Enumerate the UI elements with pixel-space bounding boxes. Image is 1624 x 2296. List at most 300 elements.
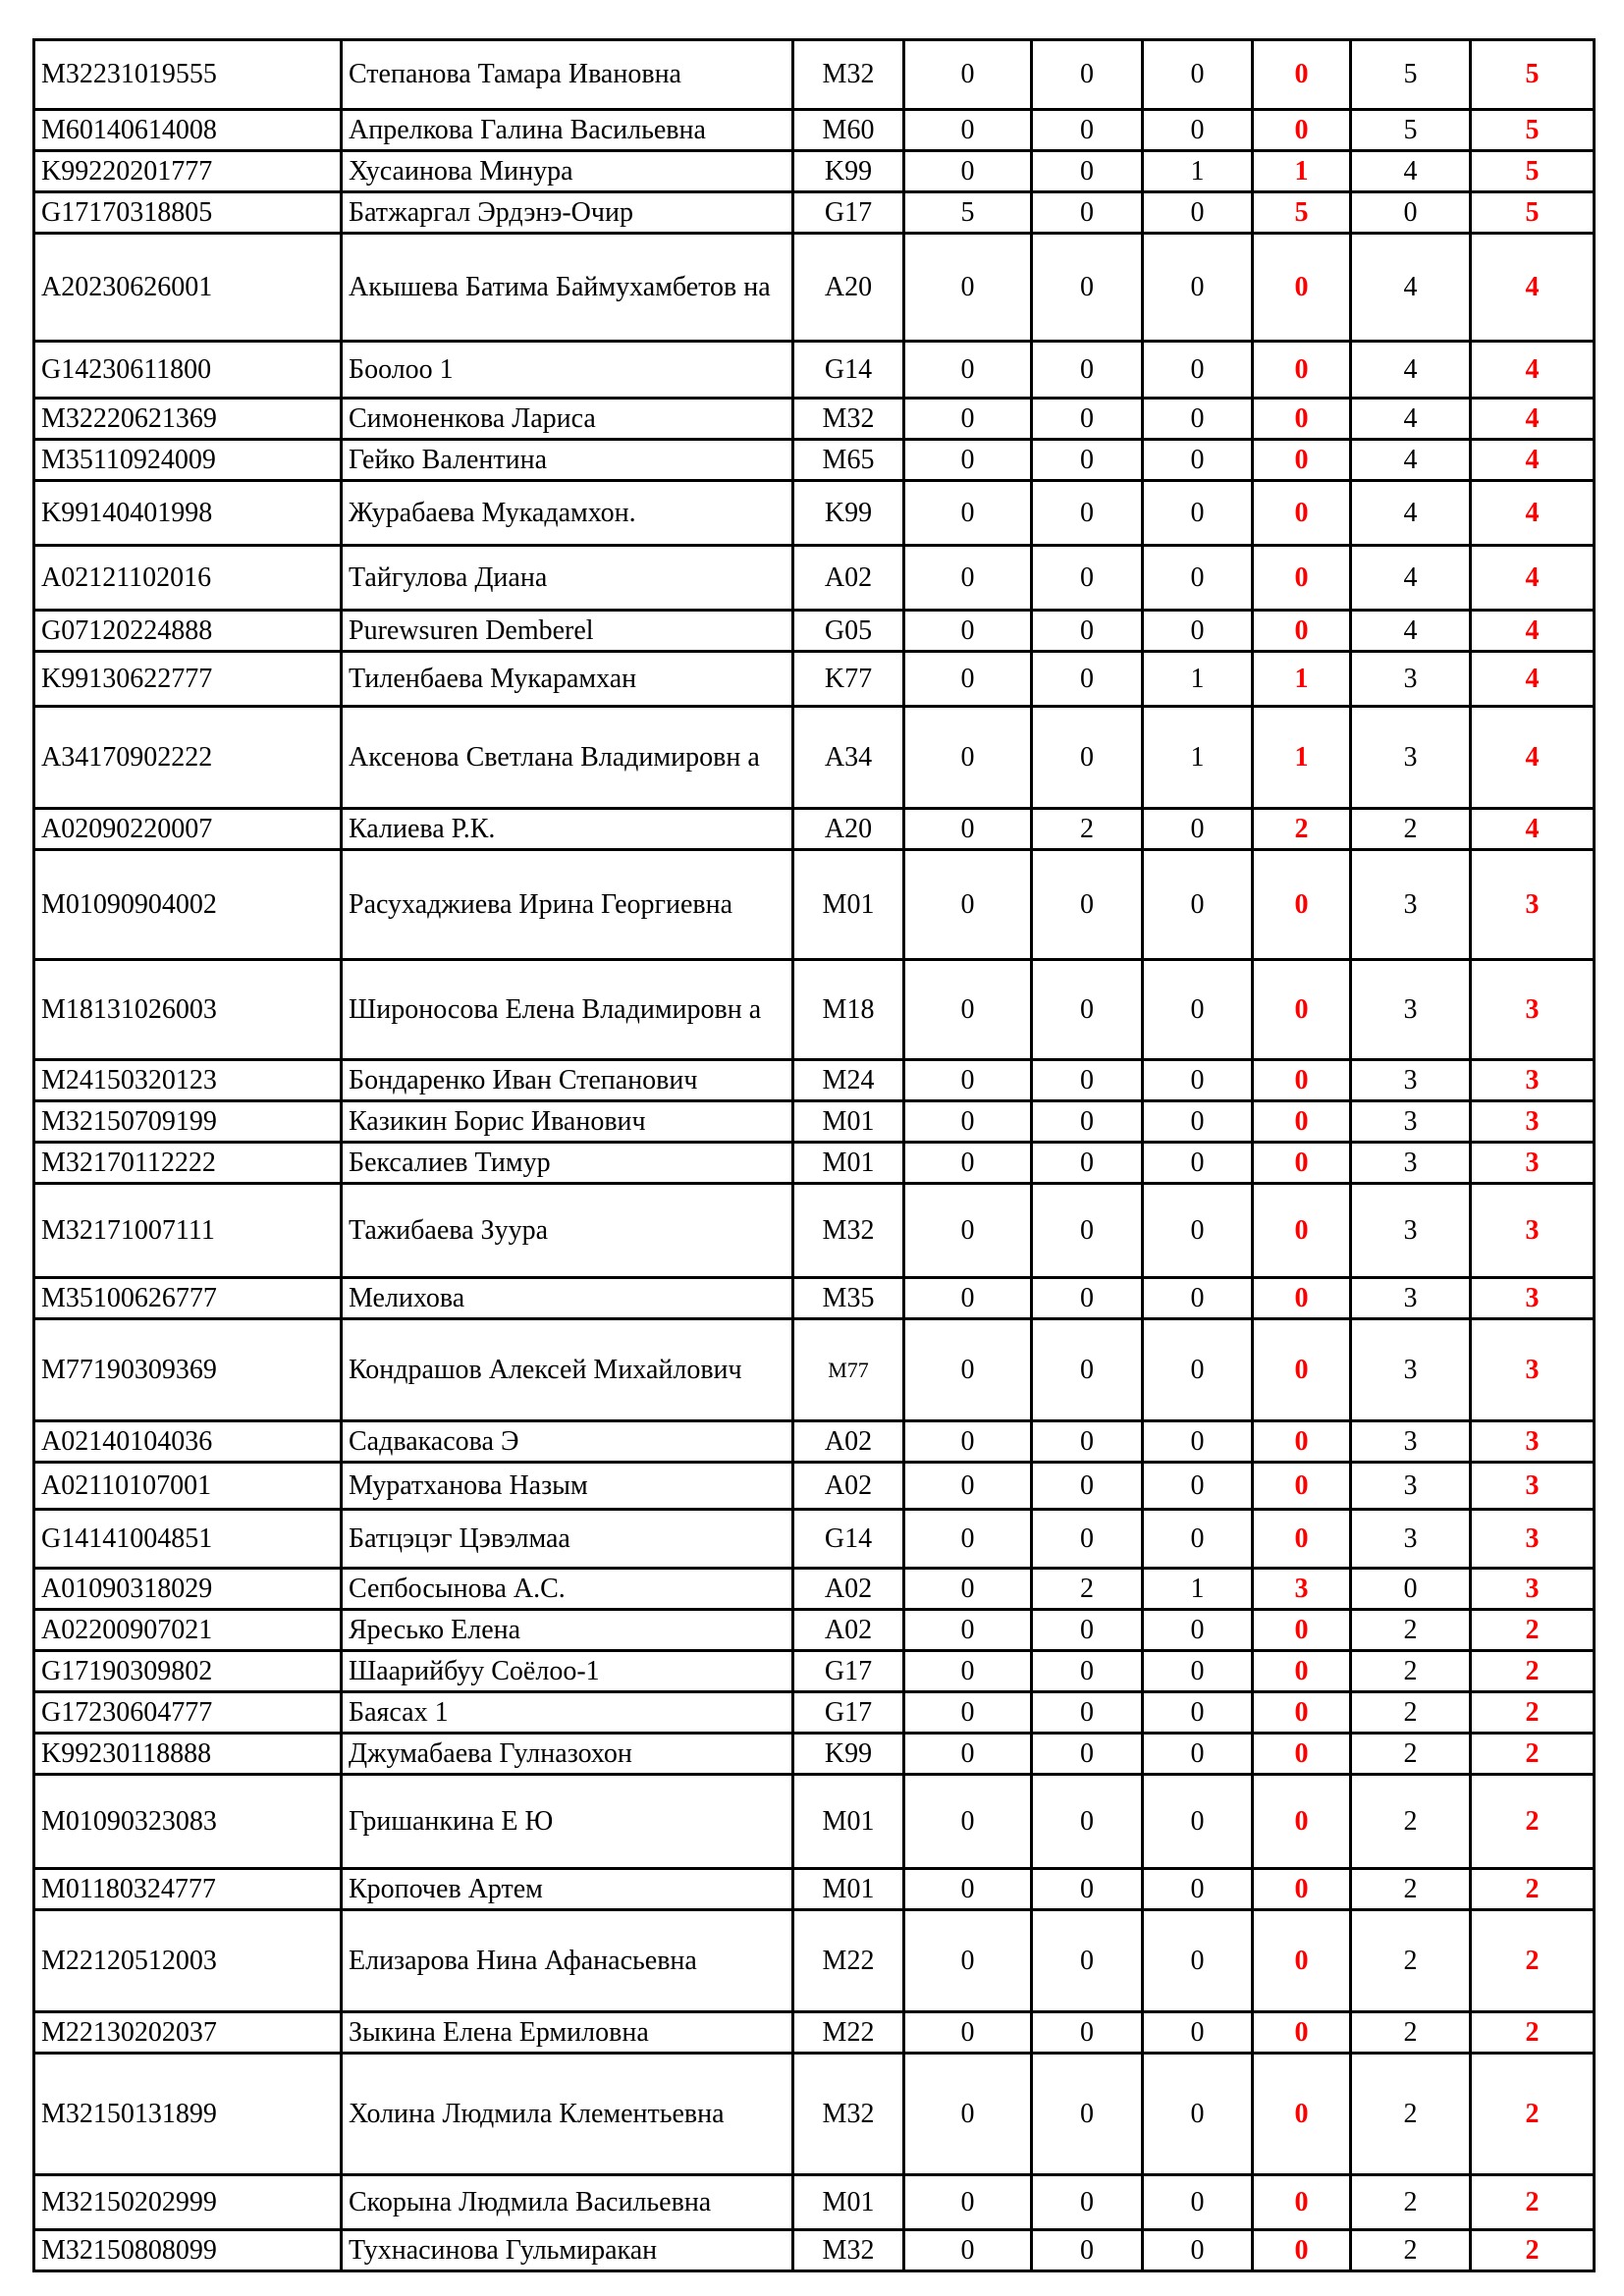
participant-name-cell: Муратханова Назым: [342, 1463, 793, 1510]
value-1-cell: 0: [904, 960, 1032, 1060]
subtotal-cell: 0: [1253, 1692, 1351, 1734]
value-1-cell: 0: [904, 40, 1032, 110]
value-1-cell: 0: [904, 1651, 1032, 1692]
table-row: [34, 192, 1595, 234]
participant-name-cell: Скорына Людмила Васильевна: [342, 2175, 793, 2230]
total-cell: 3: [1471, 1101, 1595, 1143]
value-2-cell: 0: [1032, 960, 1143, 1060]
total-cell: 4: [1471, 546, 1595, 611]
group-code-cell: M01: [793, 1869, 904, 1910]
value-1-cell: 0: [904, 546, 1032, 611]
table-row: [34, 1775, 1595, 1869]
value-4-cell: 4: [1351, 611, 1471, 652]
value-1-cell: 0: [904, 1184, 1032, 1278]
account-code-cell: G14141004851: [34, 1510, 342, 1569]
value-4-cell: 3: [1351, 1101, 1471, 1143]
value-2-cell: 0: [1032, 1651, 1143, 1692]
total-cell: 4: [1471, 342, 1595, 399]
table-row: [34, 960, 1595, 1060]
value-4-cell: 2: [1351, 2175, 1471, 2230]
participant-name-cell: Гришанкина Е Ю: [342, 1775, 793, 1869]
table-row: [34, 1869, 1595, 1910]
value-2-cell: 0: [1032, 1319, 1143, 1421]
group-code-cell: G17: [793, 1651, 904, 1692]
group-code-cell: K99: [793, 481, 904, 546]
value-4-cell: 4: [1351, 546, 1471, 611]
value-2-cell: 0: [1032, 1869, 1143, 1910]
value-2-cell: 0: [1032, 1143, 1143, 1184]
value-1-cell: 0: [904, 1692, 1032, 1734]
value-2-cell: 0: [1032, 2054, 1143, 2175]
value-1-cell: 0: [904, 2054, 1032, 2175]
group-code-cell: M24: [793, 1060, 904, 1101]
account-code-cell: K99220201777: [34, 151, 342, 192]
participant-name-cell: Журабаева Мукадамхон.: [342, 481, 793, 546]
subtotal-cell: 0: [1253, 1278, 1351, 1319]
subtotal-cell: 0: [1253, 2012, 1351, 2054]
subtotal-cell: 0: [1253, 234, 1351, 342]
account-code-cell: G17230604777: [34, 1692, 342, 1734]
value-4-cell: 2: [1351, 1651, 1471, 1692]
participant-name-cell: Хусаинова Минура: [342, 151, 793, 192]
total-cell: 3: [1471, 1421, 1595, 1463]
value-1-cell: 0: [904, 707, 1032, 809]
total-cell: 2: [1471, 1692, 1595, 1734]
value-2-cell: 0: [1032, 151, 1143, 192]
group-code-cell: M77: [793, 1319, 904, 1421]
subtotal-cell: 0: [1253, 399, 1351, 440]
value-4-cell: 3: [1351, 1184, 1471, 1278]
value-2-cell: 0: [1032, 342, 1143, 399]
value-2-cell: 0: [1032, 1184, 1143, 1278]
value-2-cell: 0: [1032, 1101, 1143, 1143]
value-4-cell: 0: [1351, 1569, 1471, 1610]
total-cell: 3: [1471, 850, 1595, 960]
value-4-cell: 2: [1351, 2054, 1471, 2175]
value-2-cell: 0: [1032, 850, 1143, 960]
value-3-cell: 1: [1143, 707, 1253, 809]
value-3-cell: 0: [1143, 192, 1253, 234]
participant-name-cell: Гейко Валентина: [342, 440, 793, 481]
subtotal-cell: 0: [1253, 1651, 1351, 1692]
group-code-cell: A02: [793, 1569, 904, 1610]
subtotal-cell: 0: [1253, 611, 1351, 652]
value-2-cell: 0: [1032, 440, 1143, 481]
subtotal-cell: 0: [1253, 342, 1351, 399]
value-1-cell: 0: [904, 1101, 1032, 1143]
participant-name-cell: Казикин Борис Иванович: [342, 1101, 793, 1143]
table-row: [34, 1278, 1595, 1319]
group-code-cell: K99: [793, 1734, 904, 1775]
value-2-cell: 0: [1032, 546, 1143, 611]
subtotal-cell: 0: [1253, 1421, 1351, 1463]
value-1-cell: 0: [904, 1278, 1032, 1319]
group-code-cell: G05: [793, 611, 904, 652]
subtotal-cell: 0: [1253, 2175, 1351, 2230]
value-3-cell: 0: [1143, 850, 1253, 960]
value-4-cell: 2: [1351, 809, 1471, 850]
value-4-cell: 4: [1351, 234, 1471, 342]
subtotal-cell: 0: [1253, 1910, 1351, 2012]
account-code-cell: G17170318805: [34, 192, 342, 234]
value-4-cell: 4: [1351, 151, 1471, 192]
value-3-cell: 0: [1143, 2012, 1253, 2054]
participant-name-cell: Елизарова Нина Афанасьевна: [342, 1910, 793, 2012]
account-code-cell: M32171007111: [34, 1184, 342, 1278]
value-3-cell: 0: [1143, 1910, 1253, 2012]
value-1-cell: 0: [904, 1463, 1032, 1510]
group-code-cell: G17: [793, 1692, 904, 1734]
value-2-cell: 0: [1032, 1278, 1143, 1319]
group-code-cell: G17: [793, 192, 904, 234]
subtotal-cell: 0: [1253, 1734, 1351, 1775]
account-code-cell: M32170112222: [34, 1143, 342, 1184]
value-4-cell: 3: [1351, 1278, 1471, 1319]
account-code-cell: G17190309802: [34, 1651, 342, 1692]
table-row: [34, 1510, 1595, 1569]
table-row: [34, 2175, 1595, 2230]
value-1-cell: 0: [904, 110, 1032, 151]
participant-name-cell: Мелихова: [342, 1278, 793, 1319]
value-1-cell: 0: [904, 2012, 1032, 2054]
participant-name-cell: Кропочев Артем: [342, 1869, 793, 1910]
group-code-cell: A02: [793, 546, 904, 611]
value-3-cell: 0: [1143, 1734, 1253, 1775]
value-4-cell: 3: [1351, 960, 1471, 1060]
value-4-cell: 3: [1351, 1510, 1471, 1569]
table-row: [34, 2012, 1595, 2054]
value-3-cell: 1: [1143, 1569, 1253, 1610]
value-1-cell: 0: [904, 1734, 1032, 1775]
group-code-cell: M01: [793, 1775, 904, 1869]
table-row: [34, 809, 1595, 850]
table-row: [34, 110, 1595, 151]
value-2-cell: 0: [1032, 234, 1143, 342]
value-1-cell: 0: [904, 1869, 1032, 1910]
participant-name-cell: Джумабаева Гулназохон: [342, 1734, 793, 1775]
participant-name-cell: Батцэцэг Цэвэлмаа: [342, 1510, 793, 1569]
value-4-cell: 3: [1351, 707, 1471, 809]
subtotal-cell: 0: [1253, 40, 1351, 110]
value-4-cell: 4: [1351, 440, 1471, 481]
table-row: [34, 234, 1595, 342]
value-4-cell: 0: [1351, 192, 1471, 234]
value-1-cell: 0: [904, 440, 1032, 481]
account-code-cell: M77190309369: [34, 1319, 342, 1421]
account-code-cell: A34170902222: [34, 707, 342, 809]
account-code-cell: M32231019555: [34, 40, 342, 110]
account-code-cell: M35100626777: [34, 1278, 342, 1319]
total-cell: 4: [1471, 611, 1595, 652]
value-3-cell: 0: [1143, 809, 1253, 850]
subtotal-cell: 0: [1253, 1143, 1351, 1184]
group-code-cell: A02: [793, 1610, 904, 1651]
value-1-cell: 0: [904, 1319, 1032, 1421]
total-cell: 5: [1471, 40, 1595, 110]
participant-name-cell: Тайгулова Диана: [342, 546, 793, 611]
subtotal-cell: 3: [1253, 1569, 1351, 1610]
value-2-cell: 0: [1032, 707, 1143, 809]
account-code-cell: M32220621369: [34, 399, 342, 440]
total-cell: 3: [1471, 1569, 1595, 1610]
total-cell: 4: [1471, 481, 1595, 546]
group-code-cell: K99: [793, 151, 904, 192]
table-row: [34, 1910, 1595, 2012]
group-code-cell: A02: [793, 1421, 904, 1463]
subtotal-cell: 0: [1253, 546, 1351, 611]
value-1-cell: 0: [904, 1143, 1032, 1184]
account-code-cell: A02140104036: [34, 1421, 342, 1463]
value-1-cell: 0: [904, 2175, 1032, 2230]
account-code-cell: M18131026003: [34, 960, 342, 1060]
group-code-cell: M22: [793, 2012, 904, 2054]
subtotal-cell: 0: [1253, 110, 1351, 151]
group-code-cell: K77: [793, 652, 904, 707]
value-1-cell: 5: [904, 192, 1032, 234]
total-cell: 2: [1471, 1869, 1595, 1910]
subtotal-cell: 2: [1253, 809, 1351, 850]
participant-name-cell: Бондаренко Иван Степанович: [342, 1060, 793, 1101]
account-code-cell: M60140614008: [34, 110, 342, 151]
account-code-cell: A20230626001: [34, 234, 342, 342]
participant-name-cell: Калиева Р.К.: [342, 809, 793, 850]
account-code-cell: M32150808099: [34, 2230, 342, 2271]
value-3-cell: 0: [1143, 2230, 1253, 2271]
group-code-cell: M01: [793, 1101, 904, 1143]
value-1-cell: 0: [904, 151, 1032, 192]
value-2-cell: 0: [1032, 399, 1143, 440]
total-cell: 3: [1471, 1060, 1595, 1101]
value-3-cell: 0: [1143, 2054, 1253, 2175]
participant-name-cell: Боолоо 1: [342, 342, 793, 399]
participant-name-cell: Тажибаева Зуура: [342, 1184, 793, 1278]
table-row: [34, 1569, 1595, 1610]
group-code-cell: M32: [793, 40, 904, 110]
value-4-cell: 3: [1351, 652, 1471, 707]
participant-name-cell: Симоненкова Лариса: [342, 399, 793, 440]
participant-name-cell: Purewsuren Demberel: [342, 611, 793, 652]
total-cell: 2: [1471, 1734, 1595, 1775]
participant-name-cell: Степанова Тамара Ивановна: [342, 40, 793, 110]
value-3-cell: 0: [1143, 40, 1253, 110]
account-code-cell: G07120224888: [34, 611, 342, 652]
account-code-cell: M35110924009: [34, 440, 342, 481]
total-cell: 3: [1471, 1278, 1595, 1319]
subtotal-cell: 0: [1253, 1510, 1351, 1569]
value-2-cell: 0: [1032, 1510, 1143, 1569]
group-code-cell: A02: [793, 1463, 904, 1510]
account-code-cell: A02200907021: [34, 1610, 342, 1651]
group-code-cell: M32: [793, 1184, 904, 1278]
total-cell: 2: [1471, 1651, 1595, 1692]
value-1-cell: 0: [904, 1510, 1032, 1569]
table-row: [34, 40, 1595, 110]
value-2-cell: 0: [1032, 1692, 1143, 1734]
participant-name-cell: Холина Людмила Клементьевна: [342, 2054, 793, 2175]
subtotal-cell: 0: [1253, 1060, 1351, 1101]
value-1-cell: 0: [904, 1775, 1032, 1869]
table-row: [34, 707, 1595, 809]
value-2-cell: 0: [1032, 2175, 1143, 2230]
total-cell: 3: [1471, 960, 1595, 1060]
total-cell: 5: [1471, 110, 1595, 151]
value-1-cell: 0: [904, 1610, 1032, 1651]
value-4-cell: 2: [1351, 1692, 1471, 1734]
group-code-cell: M35: [793, 1278, 904, 1319]
value-3-cell: 0: [1143, 234, 1253, 342]
value-3-cell: 0: [1143, 342, 1253, 399]
group-code-cell: M18: [793, 960, 904, 1060]
group-code-cell: G14: [793, 1510, 904, 1569]
participant-name-cell: Шаарийбуу Соёлоо-1: [342, 1651, 793, 1692]
results-table: [32, 38, 1596, 2272]
value-3-cell: 0: [1143, 1510, 1253, 1569]
group-code-cell: M01: [793, 1143, 904, 1184]
account-code-cell: M01180324777: [34, 1869, 342, 1910]
table-row: [34, 440, 1595, 481]
subtotal-cell: 0: [1253, 850, 1351, 960]
participant-name-cell: Яресько Елена: [342, 1610, 793, 1651]
table-row: [34, 1651, 1595, 1692]
table-row: [34, 1143, 1595, 1184]
value-1-cell: 0: [904, 850, 1032, 960]
value-3-cell: 0: [1143, 1421, 1253, 1463]
value-3-cell: 0: [1143, 1651, 1253, 1692]
account-code-cell: A01090318029: [34, 1569, 342, 1610]
total-cell: 4: [1471, 707, 1595, 809]
participant-name-cell: Кондрашов Алексей Михайлович: [342, 1319, 793, 1421]
table-row: [34, 1060, 1595, 1101]
value-2-cell: 0: [1032, 2230, 1143, 2271]
value-2-cell: 0: [1032, 2012, 1143, 2054]
total-cell: 2: [1471, 2175, 1595, 2230]
value-1-cell: 0: [904, 1060, 1032, 1101]
value-3-cell: 0: [1143, 110, 1253, 151]
table-row: [34, 2230, 1595, 2271]
total-cell: 2: [1471, 1610, 1595, 1651]
value-4-cell: 3: [1351, 850, 1471, 960]
group-code-cell: M22: [793, 1910, 904, 2012]
value-2-cell: 0: [1032, 1775, 1143, 1869]
account-code-cell: M32150709199: [34, 1101, 342, 1143]
total-cell: 3: [1471, 1184, 1595, 1278]
account-code-cell: M32150131899: [34, 2054, 342, 2175]
value-1-cell: 0: [904, 809, 1032, 850]
value-2-cell: 0: [1032, 652, 1143, 707]
value-3-cell: 0: [1143, 1184, 1253, 1278]
table-row: [34, 1184, 1595, 1278]
value-1-cell: 0: [904, 1421, 1032, 1463]
value-3-cell: 0: [1143, 1869, 1253, 1910]
value-3-cell: 0: [1143, 1610, 1253, 1651]
value-2-cell: 0: [1032, 1610, 1143, 1651]
participant-name-cell: Бексалиев Тимур: [342, 1143, 793, 1184]
table-row: [34, 1101, 1595, 1143]
table-row: [34, 1734, 1595, 1775]
table-row: [34, 652, 1595, 707]
total-cell: 3: [1471, 1510, 1595, 1569]
value-1-cell: 0: [904, 234, 1032, 342]
value-3-cell: 1: [1143, 652, 1253, 707]
group-code-cell: M32: [793, 2054, 904, 2175]
participant-name-cell: Сепбосынова А.С.: [342, 1569, 793, 1610]
account-code-cell: K99230118888: [34, 1734, 342, 1775]
total-cell: 4: [1471, 234, 1595, 342]
total-cell: 2: [1471, 2012, 1595, 2054]
account-code-cell: M22130202037: [34, 2012, 342, 2054]
account-code-cell: A02121102016: [34, 546, 342, 611]
value-3-cell: 1: [1143, 151, 1253, 192]
value-3-cell: 0: [1143, 1319, 1253, 1421]
table-row: [34, 1421, 1595, 1463]
account-code-cell: K99140401998: [34, 481, 342, 546]
account-code-cell: A02110107001: [34, 1463, 342, 1510]
participant-name-cell: Широносова Елена Владимировн а: [342, 960, 793, 1060]
value-2-cell: 0: [1032, 1421, 1143, 1463]
total-cell: 4: [1471, 440, 1595, 481]
table-body: [34, 40, 1595, 2271]
value-4-cell: 2: [1351, 2230, 1471, 2271]
group-code-cell: M32: [793, 399, 904, 440]
value-2-cell: 0: [1032, 1734, 1143, 1775]
total-cell: 2: [1471, 1910, 1595, 2012]
participant-name-cell: Батжаргал Эрдэнэ-Очир: [342, 192, 793, 234]
account-code-cell: M32150202999: [34, 2175, 342, 2230]
value-3-cell: 0: [1143, 1775, 1253, 1869]
table-row: [34, 2054, 1595, 2175]
total-cell: 3: [1471, 1463, 1595, 1510]
participant-name-cell: Расухаджиева Ирина Георгиевна: [342, 850, 793, 960]
value-3-cell: 0: [1143, 1463, 1253, 1510]
group-code-cell: A34: [793, 707, 904, 809]
value-3-cell: 0: [1143, 399, 1253, 440]
group-code-cell: M60: [793, 110, 904, 151]
table-row: [34, 546, 1595, 611]
participant-name-cell: Тиленбаева Мукарамхан: [342, 652, 793, 707]
subtotal-cell: 1: [1253, 151, 1351, 192]
table-row: [34, 1610, 1595, 1651]
total-cell: 3: [1471, 1143, 1595, 1184]
account-code-cell: G14230611800: [34, 342, 342, 399]
value-1-cell: 0: [904, 652, 1032, 707]
value-2-cell: 0: [1032, 1463, 1143, 1510]
participant-name-cell: Апрелкова Галина Васильевна: [342, 110, 793, 151]
value-4-cell: 2: [1351, 2012, 1471, 2054]
total-cell: 2: [1471, 2054, 1595, 2175]
value-4-cell: 3: [1351, 1060, 1471, 1101]
account-code-cell: M01090323083: [34, 1775, 342, 1869]
value-3-cell: 0: [1143, 1060, 1253, 1101]
table-row: [34, 481, 1595, 546]
account-code-cell: M01090904002: [34, 850, 342, 960]
subtotal-cell: 0: [1253, 1869, 1351, 1910]
group-code-cell: A20: [793, 809, 904, 850]
total-cell: 3: [1471, 1319, 1595, 1421]
value-1-cell: 0: [904, 399, 1032, 440]
subtotal-cell: 0: [1253, 1184, 1351, 1278]
table-row: [34, 1692, 1595, 1734]
table-row: [34, 342, 1595, 399]
subtotal-cell: 0: [1253, 481, 1351, 546]
value-4-cell: 4: [1351, 399, 1471, 440]
value-3-cell: 0: [1143, 440, 1253, 481]
account-code-cell: A02090220007: [34, 809, 342, 850]
table-row: [34, 850, 1595, 960]
subtotal-cell: 0: [1253, 2054, 1351, 2175]
table-row: [34, 1319, 1595, 1421]
value-2-cell: 0: [1032, 481, 1143, 546]
group-code-cell: M01: [793, 850, 904, 960]
